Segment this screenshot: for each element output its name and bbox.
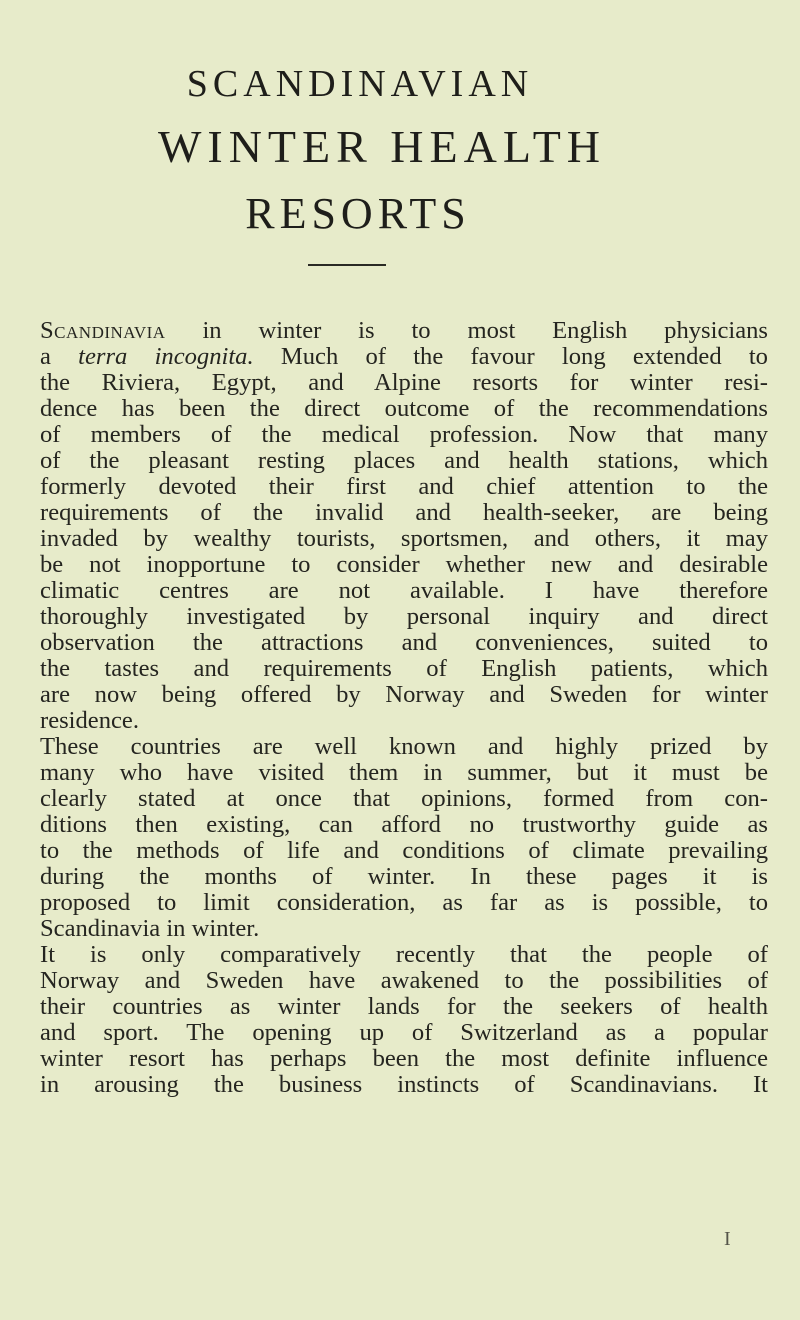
text-line: are now being offered by Norway and Sweden for winter <box>40 681 768 708</box>
text-line: clearly stated at once that opinions, formed from con- <box>40 785 768 812</box>
text-line: residence. <box>40 707 139 734</box>
text-line: Norway and Sweden have awakened to the possibilities of <box>40 967 768 994</box>
text-line: winter resort has perhaps been the most definite influence <box>40 1045 768 1072</box>
text-line: formerly devoted their first and chief attention to the <box>40 473 768 500</box>
text-line: in arousing the business instincts of Scandinavians. It <box>40 1071 768 1098</box>
text-line: be not inopportune to consider whether new and desirable <box>40 551 768 578</box>
signature-mark: I <box>724 1228 731 1250</box>
text-line: during the months of winter. In these pages it is <box>40 863 768 890</box>
text-line: of the pleasant resting places and health stations, which <box>40 447 768 474</box>
text-line: the Riviera, Egypt, and Alpine resorts for winter resi- <box>40 369 768 396</box>
title-line-1: SCANDINAVIAN <box>186 63 534 105</box>
text-line: the tastes and requirements of English patients, which <box>40 655 768 682</box>
text-line: Scandinavia in winter is to most English physicians <box>40 317 768 344</box>
text-line: proposed to limit consideration, as far as is possible, to <box>40 889 768 916</box>
text-line: their countries as winter lands for the seekers of health <box>40 993 768 1020</box>
text-line: and sport. The opening up of Switzerland as a popular <box>40 1019 768 1046</box>
text-line: ditions then existing, can afford no trustworthy guide as <box>40 811 768 838</box>
text-line: Scandinavia in winter. <box>40 915 260 942</box>
title-divider <box>308 264 386 266</box>
text-line: a terra incognita. Much of the favour long extended to <box>40 343 768 370</box>
text-line: These countries are well known and highly prized by <box>40 733 768 760</box>
text-line: to the methods of life and conditions of climate prevailing <box>40 837 768 864</box>
title-line-3: RESORTS <box>245 189 471 238</box>
text-line: climatic centres are not available. I have therefore <box>40 577 768 604</box>
text-line: of members of the medical profession. Now that many <box>40 421 768 448</box>
text-line: invaded by wealthy tourists, sportsmen, and others, it may <box>40 525 768 552</box>
italic-phrase: terra incognita. <box>78 343 254 370</box>
lead-word: Scandinavia <box>40 317 166 344</box>
text-line: thoroughly investigated by personal inquiry and direct <box>40 603 768 630</box>
text-line: dence has been the direct outcome of the recommendations <box>40 395 768 422</box>
text-line: many who have visited them in summer, but it must be <box>40 759 768 786</box>
text-line: requirements of the invalid and health-seeker, are being <box>40 499 768 526</box>
text-line: observation the attractions and conveniences, suited to <box>40 629 768 656</box>
chapter-body <box>40 318 768 1098</box>
text-line: It is only comparatively recently that the people of <box>40 941 768 968</box>
title-line-2: WINTER HEALTH <box>157 121 607 172</box>
